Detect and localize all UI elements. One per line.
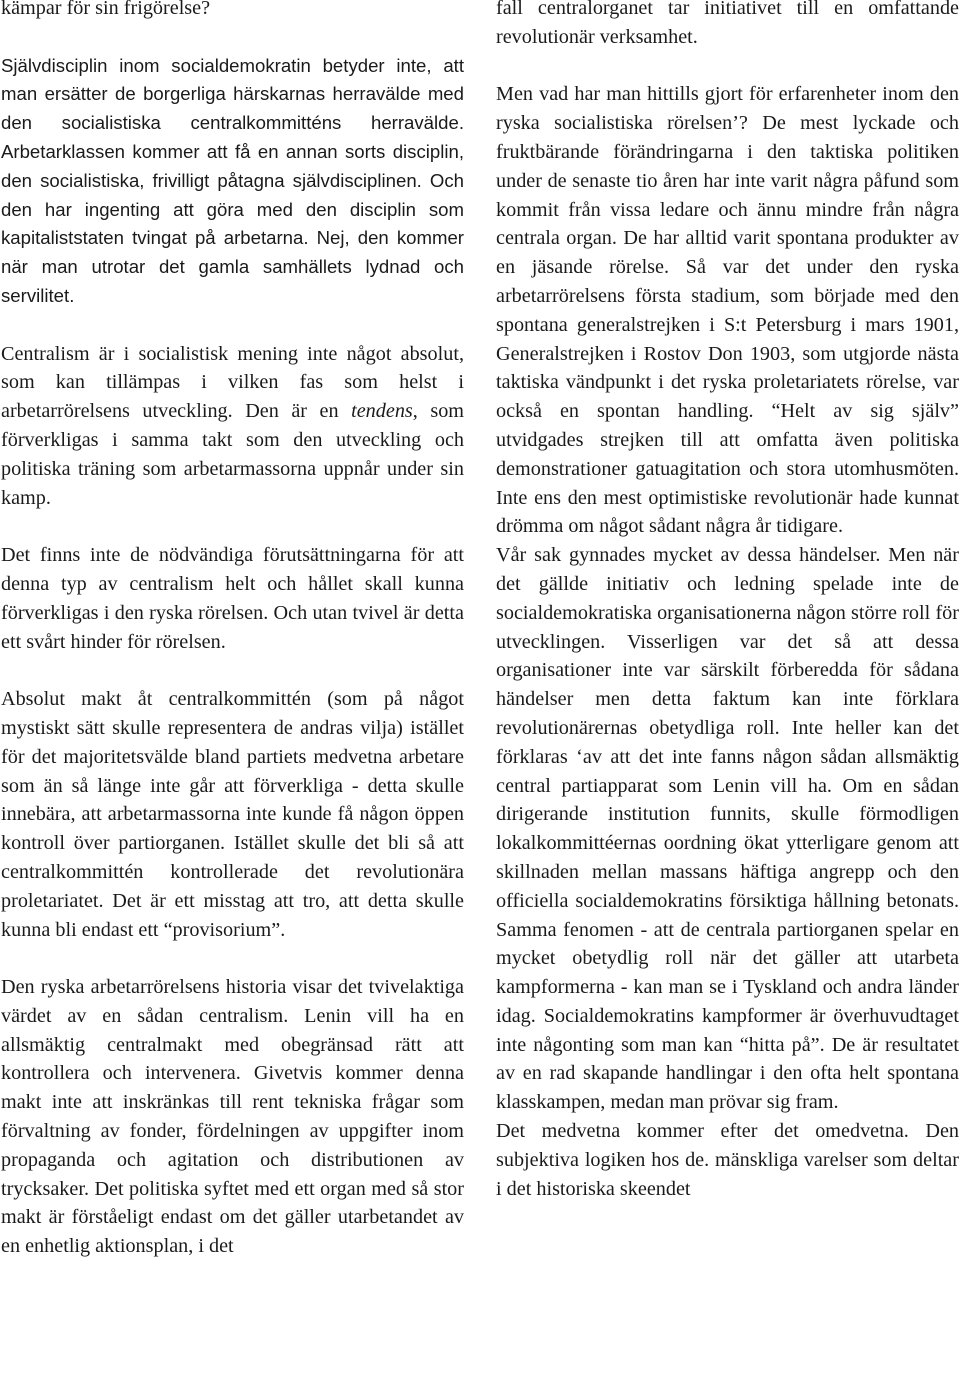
- paragraph-prerequisites: Det finns inte de nödvändiga förutsättningarna för att denna typ av centralism helt och hållet skall kunna förverkligas i den ryska rörelsen. Och utan tvivel är detta ett svårt hinder för rörelsen.: [1, 544, 464, 653]
- paragraph-experiences: Men vad har man hittills gjort för erfarenheter inom den ryska socialistiska rörelsen’? De mest lyckade och fruktbärande förändringarna i den taktiska politiken under de senaste tio åren har inte varit några påfund som kommit från vissa ledare och ännu mindre från några centrala organ. De har alltid varit spontana produkter av en jäsande rörelse. Så var det under den ryska arbetarrörelsens första stadium, som började med den spontana generalstrejken i S:t Petersburg i mars 1901, Generalstrejken i Rostov Don 1903, som utgjorde nästa taktiska vändpunkt i det ryska proletariatets rörelse, var också en spontan handling. “Helt av sig själv” utvidgades strejken till att omfatta även politiska demonstrationer gatuagitation och stora utomhusmöten. Inte ens den mest optimistiske revolutionär hade kunnat drömma om något sådant några år tidigare.: [496, 83, 959, 538]
- paragraph-absolute-power: Absolut makt åt centralkommittén (som på något mystiskt sätt skulle representera de andras vilja) istället för det majoritetsvälde bland partiets medvetna arbetare som än så länge inte går att förverkliga - detta skulle innebära, att arbetarmassorna inte kunde få någon öppen kontroll över partiorganen. Istället skulle det bli så att centralkommittén kontrollerade det revolutionära proletariatet. Det är ett misstag att tro, att detta skulle kunna bli endast ett “provisorium”.: [1, 688, 464, 941]
- paragraph-centralism: [1, 340, 464, 513]
- paragraph-conscious: Det medvetna kommer efter det omedvetna. Den subjektiva logiken hos de. mänskliga varelser som deltar i det historiska skeendet: [496, 1120, 959, 1200]
- paragraph-our-cause: Vår sak gynnades mycket av dessa händelser. Men när det gällde initiativ och ledning spelade inte de socialdemokratiska organisationerna någon större roll för utvecklingen. Visserligen var det så att dessa organisationer inte var särskilt förberedda för sådana händelser men detta faktum kan inte förklara revolutionärernas obetydliga roll. Inte heller kan det förklaras ‘av att det inte fanns någon sådan allsmäktig central partiapparat som Lenin vill ha. Om en sådan dirigerande institution funnits, skulle förmodligen lokalkommittéernas oordning ökat ytterligare genom att skillnaden mellan massans häftiga angrepp och den officiella socialdemokratins försiktiga hållning betonats. Samma fenomen - att de centrala partiorganen spelar en mycket obetydlig roll när det gäller att utarbeta kampformerna - kan man se i Tyskland och andra länder idag. Socialdemokratins kampformer är överhuvudtaget inte någonting som man kan “hitta på”. De är resultatet av en rad skapande handlingar i den ofta helt spontana klasskampen, medan man prövar sig fram.: [496, 544, 959, 1114]
- right-column: [496, 0, 959, 1203]
- emphasis-tendens: tendens: [351, 400, 413, 423]
- paragraph-self-discipline: Självdisciplin inom socialdemokratin betyder inte, att man ersätter de borgerliga härskarnas herravälde med den socialistiska centralkommitténs herravälde. Arbetarklassen kommer att få en annan sorts disciplin, den socialistiska, frivilligt påtagna självdisciplinen. Och den har ingenting att göra med den disciplin som kapitaliststaten tvingat på arbetarna. Nej, den kommer när man utrotar det gamla samhällets lydnad och servilitet.: [1, 54, 464, 306]
- paragraph-centralism-a: Centralism är i socialistisk mening inte något absolut, som kan tillämpas i vilken fas som helst i arbetarrörelsens utveckling. Den är en: [1, 342, 464, 423]
- paragraph-history: Den ryska arbetarrörelsens historia visar det tvivelaktiga värdet av en sådan centralism. Lenin vill ha en allsmäktig centralmakt med obegränsad rätt att kontrollera och intervenera. Givetvis kommer denna makt inte att inskränkas till rent tekniska frågar som förvaltning av fonder, fördelningen av uppgifter inom propaganda och agitation och distributionen av trycksaker. Det politiska syftet med ett organ med så stor makt är förståeligt endast om det gäller utarbetandet av en enhetlig aktionsplan, i det: [1, 976, 464, 1258]
- paragraph-0: kämpar för sin frigörelse?: [1, 0, 211, 19]
- left-column: [1, 0, 464, 1261]
- paragraph-continuation: fall centralorganet tar initiativet till en omfattande revolutionär verksamhet.: [496, 0, 959, 48]
- paragraph-centralism-b: , som förverkligas i samma takt som den utveckling och politiska träning som arbetarmassorna uppnår under sin kamp.: [1, 400, 464, 509]
